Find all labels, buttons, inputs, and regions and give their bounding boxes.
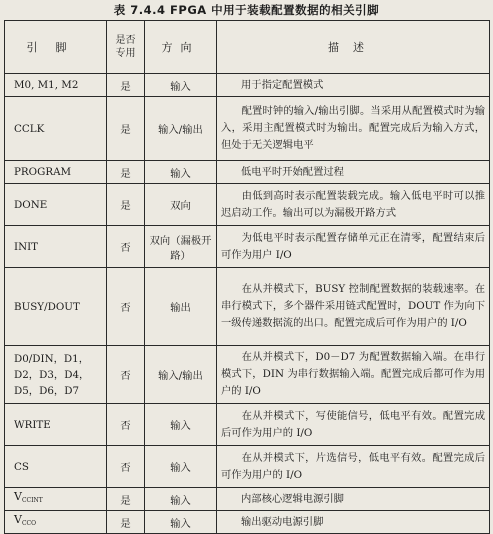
pin-main: V <box>14 490 22 503</box>
special-cell: 否 <box>107 446 145 488</box>
pin-table <box>4 20 490 534</box>
table-row <box>5 97 490 161</box>
direction-cell: 双向 <box>145 184 217 226</box>
pin-cell: BUSY/DOUT <box>5 268 107 346</box>
table-row <box>5 404 490 446</box>
direction-cell: 输入/输出 <box>145 97 217 161</box>
description-cell: 低电平时开始配置过程 <box>217 161 490 184</box>
pin-cell: INIT <box>5 226 107 268</box>
pin-cell: M0, M1, M2 <box>5 74 107 97</box>
table-row <box>5 511 490 534</box>
table-row <box>5 268 490 346</box>
description-cell: 在从并模式下，片选信号，低电平有效。配置完成后可作为用户的 I/O <box>217 446 490 488</box>
header-pin: 引脚 <box>5 21 107 74</box>
description-cell: 用于指定配置模式 <box>217 74 490 97</box>
pin-cell: PROGRAM <box>5 161 107 184</box>
direction-cell: 输入 <box>145 74 217 97</box>
direction-cell: 输出 <box>145 268 217 346</box>
special-cell: 是 <box>107 184 145 226</box>
direction-cell: 输入 <box>145 511 217 534</box>
special-cell: 否 <box>107 226 145 268</box>
special-cell: 是 <box>107 161 145 184</box>
description-cell: 在从并模式下，BUSY 控制配置数据的装载速率。在串行模式下，多个器件采用链式配置时，DOUT 作为向下一级传递数据流的出口。配置完成后可作为用户的 I/O <box>217 268 490 346</box>
direction-cell: 双向（漏极开路） <box>145 226 217 268</box>
pin-cell: CS <box>5 446 107 488</box>
pin-main: V <box>14 513 22 526</box>
table-row <box>5 184 490 226</box>
table-caption: 表 7.4.4 FPGA 中用于装载配置数据的相关引脚 <box>113 3 380 17</box>
pin-cell: CCLK <box>5 97 107 161</box>
description-cell: 配置时钟的输入/输出引脚。当采用从配置模式时为输入，采用主配置模式时为输出。配置完成后为输入方式，但处于无关逻辑电平 <box>217 97 490 161</box>
direction-cell: 输入 <box>145 488 217 511</box>
special-cell: 否 <box>107 404 145 446</box>
pin-subscript: CCO <box>21 520 37 527</box>
table-row <box>5 488 490 511</box>
direction-cell: 输入 <box>145 446 217 488</box>
pin-cell: D0/DIN，D1，D2，D3，D4，D5，D6，D7 <box>5 346 107 404</box>
header-special: 是否专用 <box>107 21 145 74</box>
direction-cell: 输入 <box>145 404 217 446</box>
special-cell: 是 <box>107 488 145 511</box>
special-cell: 否 <box>107 346 145 404</box>
header-description: 描述 <box>217 21 490 74</box>
table-row <box>5 74 490 97</box>
direction-cell: 输入/输出 <box>145 346 217 404</box>
description-cell: 输出驱动电源引脚 <box>217 511 490 534</box>
header-row <box>5 21 490 74</box>
description-cell: 在从并模式下，D0－D7 为配置数据输入端。在串行模式下，DIN 为串行数据输入端。配置完成后都可作为用户的 I/O <box>217 346 490 404</box>
pin-subscript: CCINT <box>21 497 43 504</box>
pin-cell: WRITE <box>5 404 107 446</box>
pin-cell <box>5 488 107 511</box>
table-row <box>5 226 490 268</box>
table-row <box>5 161 490 184</box>
direction-cell: 输入 <box>145 161 217 184</box>
special-cell: 否 <box>107 268 145 346</box>
pin-cell <box>5 511 107 534</box>
special-cell: 是 <box>107 97 145 161</box>
special-cell: 是 <box>107 74 145 97</box>
description-cell: 由低到高时表示配置装载完成。输入低电平时可以推迟启动工作。输出可以为漏极开路方式 <box>217 184 490 226</box>
description-cell: 在从并模式下，写使能信号，低电平有效。配置完成后可作为用户的 I/O <box>217 404 490 446</box>
table-row <box>5 346 490 404</box>
header-direction: 方向 <box>145 21 217 74</box>
table-row <box>5 446 490 488</box>
description-cell: 为低电平时表示配置存储单元正在清零，配置结束后可作为用户 I/O <box>217 226 490 268</box>
description-cell: 内部核心逻辑电源引脚 <box>217 488 490 511</box>
special-cell: 是 <box>107 511 145 534</box>
pin-cell: DONE <box>5 184 107 226</box>
